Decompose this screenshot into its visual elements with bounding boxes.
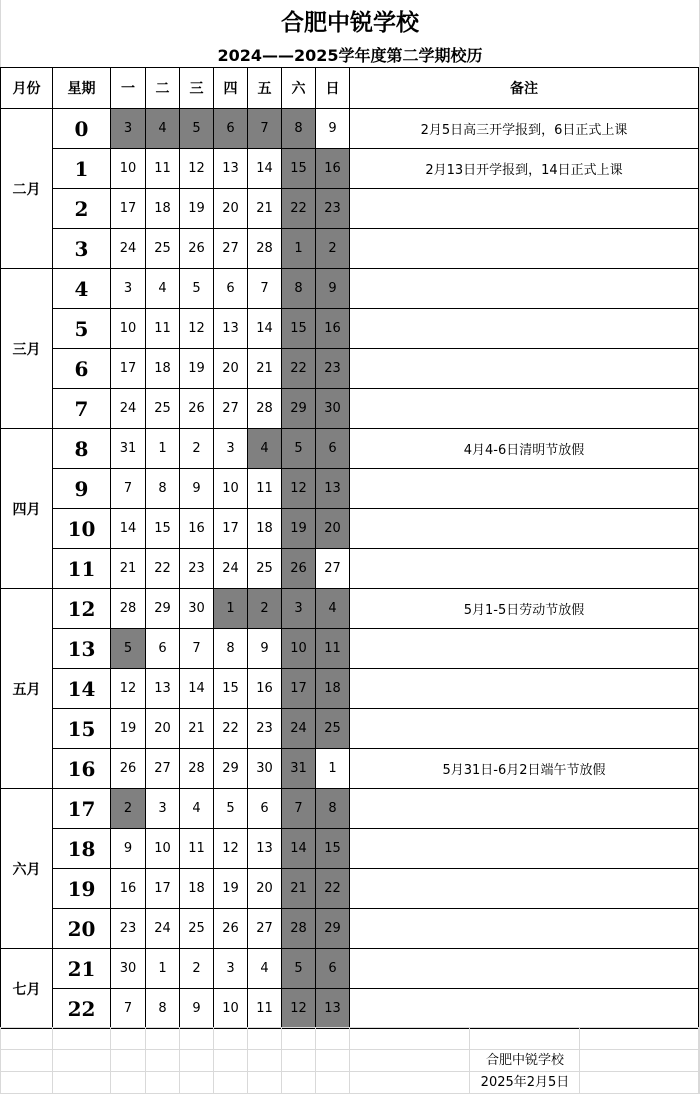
empty-sheet-cell bbox=[111, 1028, 146, 1050]
day-cell: 4 bbox=[248, 949, 282, 989]
day-cell: 4 bbox=[146, 269, 180, 309]
day-cell: 30 bbox=[248, 749, 282, 789]
week-note bbox=[350, 669, 699, 709]
day-cell: 11 bbox=[248, 469, 282, 509]
month-label: 六月 bbox=[1, 789, 53, 949]
day-cell-holiday: 9 bbox=[316, 269, 350, 309]
day-cell-holiday: 29 bbox=[282, 389, 316, 429]
day-cell: 19 bbox=[180, 189, 214, 229]
empty-sheet-cell bbox=[180, 1050, 214, 1072]
day-cell-holiday: 1 bbox=[282, 229, 316, 269]
week-number: 12 bbox=[53, 589, 111, 629]
day-cell-holiday: 10 bbox=[282, 629, 316, 669]
month-label: 四月 bbox=[1, 429, 53, 589]
day-cell-holiday: 24 bbox=[282, 709, 316, 749]
header-tue: 二 bbox=[146, 68, 180, 109]
day-cell-holiday: 3 bbox=[282, 589, 316, 629]
empty-sheet-cell bbox=[53, 1028, 111, 1050]
day-cell: 11 bbox=[248, 989, 282, 1029]
week-note bbox=[350, 789, 699, 829]
day-cell-holiday: 11 bbox=[316, 629, 350, 669]
day-cell-holiday: 26 bbox=[282, 549, 316, 589]
week-row bbox=[1, 829, 699, 869]
empty-sheet-cell bbox=[1, 1072, 53, 1094]
day-cell-holiday: 17 bbox=[282, 669, 316, 709]
day-cell: 13 bbox=[214, 149, 248, 189]
day-cell: 14 bbox=[180, 669, 214, 709]
day-cell: 13 bbox=[146, 669, 180, 709]
day-cell: 25 bbox=[146, 389, 180, 429]
footer-date: 2025年2月5日 bbox=[480, 1075, 570, 1090]
empty-sheet-row bbox=[1, 1072, 699, 1094]
day-cell: 17 bbox=[111, 349, 146, 389]
empty-sheet-cell bbox=[580, 1072, 699, 1094]
week-row bbox=[1, 509, 699, 549]
week-note bbox=[350, 349, 699, 389]
day-cell-holiday: 8 bbox=[282, 109, 316, 149]
day-cell: 17 bbox=[111, 189, 146, 229]
day-cell: 27 bbox=[248, 909, 282, 949]
day-cell-holiday: 4 bbox=[146, 109, 180, 149]
day-cell: 4 bbox=[180, 789, 214, 829]
day-cell: 8 bbox=[146, 469, 180, 509]
day-cell: 9 bbox=[180, 989, 214, 1029]
week-row bbox=[1, 949, 699, 989]
day-cell-holiday: 8 bbox=[282, 269, 316, 309]
week-number: 22 bbox=[53, 989, 111, 1029]
day-cell: 22 bbox=[146, 549, 180, 589]
day-cell-holiday: 15 bbox=[282, 149, 316, 189]
week-row bbox=[1, 789, 699, 829]
empty-sheet-row bbox=[1, 1028, 699, 1050]
empty-sheet-cell bbox=[316, 1050, 350, 1072]
week-number: 15 bbox=[53, 709, 111, 749]
week-note bbox=[350, 309, 699, 349]
week-number: 3 bbox=[53, 229, 111, 269]
day-cell: 25 bbox=[248, 549, 282, 589]
day-cell-holiday: 16 bbox=[316, 309, 350, 349]
day-cell: 3 bbox=[214, 949, 248, 989]
week-row bbox=[1, 909, 699, 949]
day-cell: 26 bbox=[180, 389, 214, 429]
calendar-body bbox=[1, 109, 699, 1029]
day-cell: 19 bbox=[180, 349, 214, 389]
day-cell: 31 bbox=[111, 429, 146, 469]
day-cell: 28 bbox=[248, 389, 282, 429]
day-cell-holiday: 3 bbox=[111, 109, 146, 149]
week-note: 2月5日高三开学报到，6日正式上课 bbox=[350, 109, 699, 149]
week-number: 11 bbox=[53, 549, 111, 589]
day-cell: 19 bbox=[214, 869, 248, 909]
week-note bbox=[350, 189, 699, 229]
day-cell: 21 bbox=[248, 189, 282, 229]
week-note bbox=[350, 469, 699, 509]
day-cell: 2 bbox=[180, 949, 214, 989]
week-note bbox=[350, 829, 699, 869]
day-cell: 7 bbox=[180, 629, 214, 669]
week-number: 2 bbox=[53, 189, 111, 229]
day-cell: 6 bbox=[248, 789, 282, 829]
week-row bbox=[1, 189, 699, 229]
day-cell-holiday: 8 bbox=[316, 789, 350, 829]
day-cell: 10 bbox=[111, 149, 146, 189]
empty-sheet-cell bbox=[146, 1028, 180, 1050]
week-number: 17 bbox=[53, 789, 111, 829]
day-cell-holiday: 6 bbox=[214, 109, 248, 149]
week-note bbox=[350, 389, 699, 429]
day-cell-holiday: 7 bbox=[248, 109, 282, 149]
day-cell-holiday: 4 bbox=[248, 429, 282, 469]
week-row bbox=[1, 269, 699, 309]
day-cell: 9 bbox=[180, 469, 214, 509]
day-cell: 6 bbox=[214, 269, 248, 309]
week-note bbox=[350, 229, 699, 269]
day-cell: 7 bbox=[248, 269, 282, 309]
day-cell: 9 bbox=[111, 829, 146, 869]
empty-sheet-cell bbox=[580, 1028, 699, 1050]
day-cell-holiday: 7 bbox=[282, 789, 316, 829]
header-thu: 四 bbox=[214, 68, 248, 109]
day-cell: 27 bbox=[146, 749, 180, 789]
day-cell: 21 bbox=[180, 709, 214, 749]
day-cell: 30 bbox=[111, 949, 146, 989]
day-cell-holiday: 4 bbox=[316, 589, 350, 629]
day-cell-holiday: 12 bbox=[282, 469, 316, 509]
header-fri: 五 bbox=[248, 68, 282, 109]
day-cell: 1 bbox=[146, 949, 180, 989]
day-cell: 12 bbox=[180, 149, 214, 189]
empty-sheet-cell bbox=[111, 1050, 146, 1072]
week-number: 16 bbox=[53, 749, 111, 789]
week-row bbox=[1, 589, 699, 629]
week-number: 8 bbox=[53, 429, 111, 469]
week-number: 4 bbox=[53, 269, 111, 309]
week-row bbox=[1, 549, 699, 589]
day-cell: 3 bbox=[111, 269, 146, 309]
week-note bbox=[350, 509, 699, 549]
day-cell: 15 bbox=[214, 669, 248, 709]
empty-sheet-cell bbox=[316, 1072, 350, 1094]
school-calendar-table bbox=[0, 67, 699, 1029]
empty-sheet-cell bbox=[580, 1050, 699, 1072]
empty-sheet-cell bbox=[53, 1050, 111, 1072]
day-cell: 18 bbox=[146, 189, 180, 229]
day-cell: 26 bbox=[180, 229, 214, 269]
day-cell: 20 bbox=[248, 869, 282, 909]
empty-sheet-cell bbox=[214, 1028, 248, 1050]
day-cell: 1 bbox=[316, 749, 350, 789]
day-cell: 23 bbox=[180, 549, 214, 589]
day-cell-holiday: 5 bbox=[282, 949, 316, 989]
week-row bbox=[1, 349, 699, 389]
day-cell: 14 bbox=[248, 149, 282, 189]
week-row bbox=[1, 669, 699, 709]
empty-sheet-cell bbox=[350, 1028, 470, 1050]
day-cell: 27 bbox=[316, 549, 350, 589]
day-cell-holiday: 19 bbox=[282, 509, 316, 549]
day-cell-holiday: 23 bbox=[316, 349, 350, 389]
calendar-subtitle: 2024——2025学年度第二学期校历 bbox=[217, 46, 483, 65]
week-note: 2月13日开学报到，14日正式上课 bbox=[350, 149, 699, 189]
day-cell-holiday: 29 bbox=[316, 909, 350, 949]
page-title: 合肥中锐学校 bbox=[281, 10, 419, 36]
day-cell-holiday: 12 bbox=[282, 989, 316, 1029]
week-note bbox=[350, 269, 699, 309]
week-row bbox=[1, 109, 699, 149]
empty-sheet-cell bbox=[248, 1050, 282, 1072]
empty-sheet-cell bbox=[53, 1072, 111, 1094]
day-cell: 10 bbox=[146, 829, 180, 869]
header-notes: 备注 bbox=[350, 68, 699, 109]
day-cell: 7 bbox=[111, 989, 146, 1029]
day-cell: 24 bbox=[111, 229, 146, 269]
day-cell: 27 bbox=[214, 389, 248, 429]
day-cell: 19 bbox=[111, 709, 146, 749]
day-cell: 9 bbox=[316, 109, 350, 149]
empty-sheet-cell bbox=[146, 1072, 180, 1094]
day-cell: 30 bbox=[180, 589, 214, 629]
day-cell: 10 bbox=[111, 309, 146, 349]
day-cell: 18 bbox=[180, 869, 214, 909]
day-cell-holiday: 15 bbox=[316, 829, 350, 869]
day-cell: 17 bbox=[146, 869, 180, 909]
day-cell: 16 bbox=[248, 669, 282, 709]
day-cell: 24 bbox=[111, 389, 146, 429]
day-cell-holiday: 13 bbox=[316, 989, 350, 1029]
day-cell: 21 bbox=[111, 549, 146, 589]
month-label: 七月 bbox=[1, 949, 53, 1029]
week-note bbox=[350, 709, 699, 749]
day-cell-holiday: 5 bbox=[180, 109, 214, 149]
day-cell: 16 bbox=[111, 869, 146, 909]
day-cell: 3 bbox=[146, 789, 180, 829]
empty-sheet-cell bbox=[350, 1072, 470, 1094]
week-number: 6 bbox=[53, 349, 111, 389]
day-cell: 10 bbox=[214, 989, 248, 1029]
week-row bbox=[1, 989, 699, 1029]
week-number: 13 bbox=[53, 629, 111, 669]
day-cell: 12 bbox=[111, 669, 146, 709]
week-note bbox=[350, 869, 699, 909]
day-cell: 10 bbox=[214, 469, 248, 509]
day-cell-holiday: 5 bbox=[282, 429, 316, 469]
day-cell: 9 bbox=[248, 629, 282, 669]
empty-sheet-cell bbox=[316, 1028, 350, 1050]
empty-sheet-cell bbox=[282, 1028, 316, 1050]
day-cell: 8 bbox=[214, 629, 248, 669]
week-note: 4月4-6日清明节放假 bbox=[350, 429, 699, 469]
day-cell-holiday: 16 bbox=[316, 149, 350, 189]
week-note: 5月1-5日劳动节放假 bbox=[350, 589, 699, 629]
day-cell: 7 bbox=[111, 469, 146, 509]
week-note: 5月31日-6月2日端午节放假 bbox=[350, 749, 699, 789]
day-cell: 26 bbox=[214, 909, 248, 949]
day-cell: 18 bbox=[146, 349, 180, 389]
week-note bbox=[350, 989, 699, 1029]
empty-sheet-cell bbox=[1, 1050, 53, 1072]
week-number: 5 bbox=[53, 309, 111, 349]
day-cell: 17 bbox=[214, 509, 248, 549]
header-sat: 六 bbox=[282, 68, 316, 109]
week-number: 0 bbox=[53, 109, 111, 149]
week-note bbox=[350, 949, 699, 989]
day-cell: 28 bbox=[180, 749, 214, 789]
sheet-empty-rows bbox=[0, 1027, 699, 1094]
day-cell: 13 bbox=[214, 309, 248, 349]
empty-sheet-cell bbox=[180, 1072, 214, 1094]
week-note bbox=[350, 909, 699, 949]
day-cell: 11 bbox=[146, 309, 180, 349]
day-cell-holiday: 31 bbox=[282, 749, 316, 789]
day-cell: 24 bbox=[214, 549, 248, 589]
day-cell: 20 bbox=[214, 189, 248, 229]
week-row bbox=[1, 149, 699, 189]
week-row bbox=[1, 429, 699, 469]
footer-school-name: 合肥中锐学校 bbox=[485, 1053, 564, 1068]
week-number: 18 bbox=[53, 829, 111, 869]
week-number: 21 bbox=[53, 949, 111, 989]
day-cell: 16 bbox=[180, 509, 214, 549]
empty-sheet-cell bbox=[470, 1028, 580, 1050]
week-number: 20 bbox=[53, 909, 111, 949]
day-cell: 28 bbox=[111, 589, 146, 629]
week-row bbox=[1, 469, 699, 509]
empty-sheet-cell bbox=[180, 1028, 214, 1050]
week-number: 9 bbox=[53, 469, 111, 509]
day-cell: 15 bbox=[146, 509, 180, 549]
header-week: 星期 bbox=[53, 68, 111, 109]
day-cell-holiday: 2 bbox=[248, 589, 282, 629]
week-row bbox=[1, 629, 699, 669]
header-row bbox=[1, 68, 699, 109]
empty-sheet-cell bbox=[248, 1072, 282, 1094]
week-number: 1 bbox=[53, 149, 111, 189]
day-cell: 25 bbox=[180, 909, 214, 949]
header-wed: 三 bbox=[180, 68, 214, 109]
day-cell: 12 bbox=[214, 829, 248, 869]
day-cell: 5 bbox=[180, 269, 214, 309]
day-cell-holiday: 15 bbox=[282, 309, 316, 349]
day-cell-holiday: 30 bbox=[316, 389, 350, 429]
day-cell-holiday: 5 bbox=[111, 629, 146, 669]
day-cell: 26 bbox=[111, 749, 146, 789]
week-note bbox=[350, 549, 699, 589]
empty-sheet-cell bbox=[248, 1028, 282, 1050]
header-sun: 日 bbox=[316, 68, 350, 109]
week-row bbox=[1, 709, 699, 749]
day-cell: 28 bbox=[248, 229, 282, 269]
day-cell: 11 bbox=[180, 829, 214, 869]
empty-sheet-cell bbox=[146, 1050, 180, 1072]
day-cell: 11 bbox=[146, 149, 180, 189]
day-cell: 14 bbox=[248, 309, 282, 349]
day-cell: 24 bbox=[146, 909, 180, 949]
day-cell: 20 bbox=[146, 709, 180, 749]
day-cell: 20 bbox=[214, 349, 248, 389]
day-cell: 1 bbox=[146, 429, 180, 469]
month-label: 二月 bbox=[1, 109, 53, 269]
week-note bbox=[350, 629, 699, 669]
day-cell: 2 bbox=[180, 429, 214, 469]
day-cell: 3 bbox=[214, 429, 248, 469]
day-cell-holiday: 2 bbox=[111, 789, 146, 829]
day-cell-holiday: 20 bbox=[316, 509, 350, 549]
day-cell-holiday: 22 bbox=[282, 189, 316, 229]
day-cell: 13 bbox=[248, 829, 282, 869]
empty-sheet-cell bbox=[350, 1050, 470, 1072]
day-cell: 27 bbox=[214, 229, 248, 269]
empty-sheet-row bbox=[1, 1050, 699, 1072]
day-cell-holiday: 21 bbox=[282, 869, 316, 909]
day-cell-holiday: 6 bbox=[316, 949, 350, 989]
header-month: 月份 bbox=[1, 68, 53, 109]
day-cell: 5 bbox=[214, 789, 248, 829]
week-row bbox=[1, 869, 699, 909]
empty-sheet-cell bbox=[214, 1050, 248, 1072]
day-cell-holiday: 1 bbox=[214, 589, 248, 629]
week-number: 7 bbox=[53, 389, 111, 429]
month-label: 三月 bbox=[1, 269, 53, 429]
day-cell-holiday: 6 bbox=[316, 429, 350, 469]
day-cell: 14 bbox=[111, 509, 146, 549]
day-cell: 23 bbox=[248, 709, 282, 749]
day-cell-holiday: 25 bbox=[316, 709, 350, 749]
week-row bbox=[1, 749, 699, 789]
header-mon: 一 bbox=[111, 68, 146, 109]
empty-sheet-cell bbox=[282, 1050, 316, 1072]
day-cell: 6 bbox=[146, 629, 180, 669]
day-cell-holiday: 13 bbox=[316, 469, 350, 509]
day-cell-holiday: 22 bbox=[316, 869, 350, 909]
week-number: 14 bbox=[53, 669, 111, 709]
day-cell-holiday: 28 bbox=[282, 909, 316, 949]
day-cell: 23 bbox=[111, 909, 146, 949]
week-number: 10 bbox=[53, 509, 111, 549]
day-cell-holiday: 22 bbox=[282, 349, 316, 389]
empty-sheet-cell bbox=[1, 1028, 53, 1050]
empty-sheet-cell bbox=[214, 1072, 248, 1094]
day-cell: 12 bbox=[180, 309, 214, 349]
week-row bbox=[1, 229, 699, 269]
week-row bbox=[1, 309, 699, 349]
day-cell-holiday: 18 bbox=[316, 669, 350, 709]
day-cell: 21 bbox=[248, 349, 282, 389]
day-cell: 22 bbox=[214, 709, 248, 749]
day-cell: 8 bbox=[146, 989, 180, 1029]
week-row bbox=[1, 389, 699, 429]
day-cell-holiday: 14 bbox=[282, 829, 316, 869]
day-cell-holiday: 23 bbox=[316, 189, 350, 229]
day-cell: 18 bbox=[248, 509, 282, 549]
week-number: 19 bbox=[53, 869, 111, 909]
day-cell: 29 bbox=[146, 589, 180, 629]
day-cell-holiday: 2 bbox=[316, 229, 350, 269]
day-cell: 25 bbox=[146, 229, 180, 269]
day-cell: 29 bbox=[214, 749, 248, 789]
empty-sheet-cell bbox=[111, 1072, 146, 1094]
month-label: 五月 bbox=[1, 589, 53, 789]
empty-sheet-cell bbox=[282, 1072, 316, 1094]
